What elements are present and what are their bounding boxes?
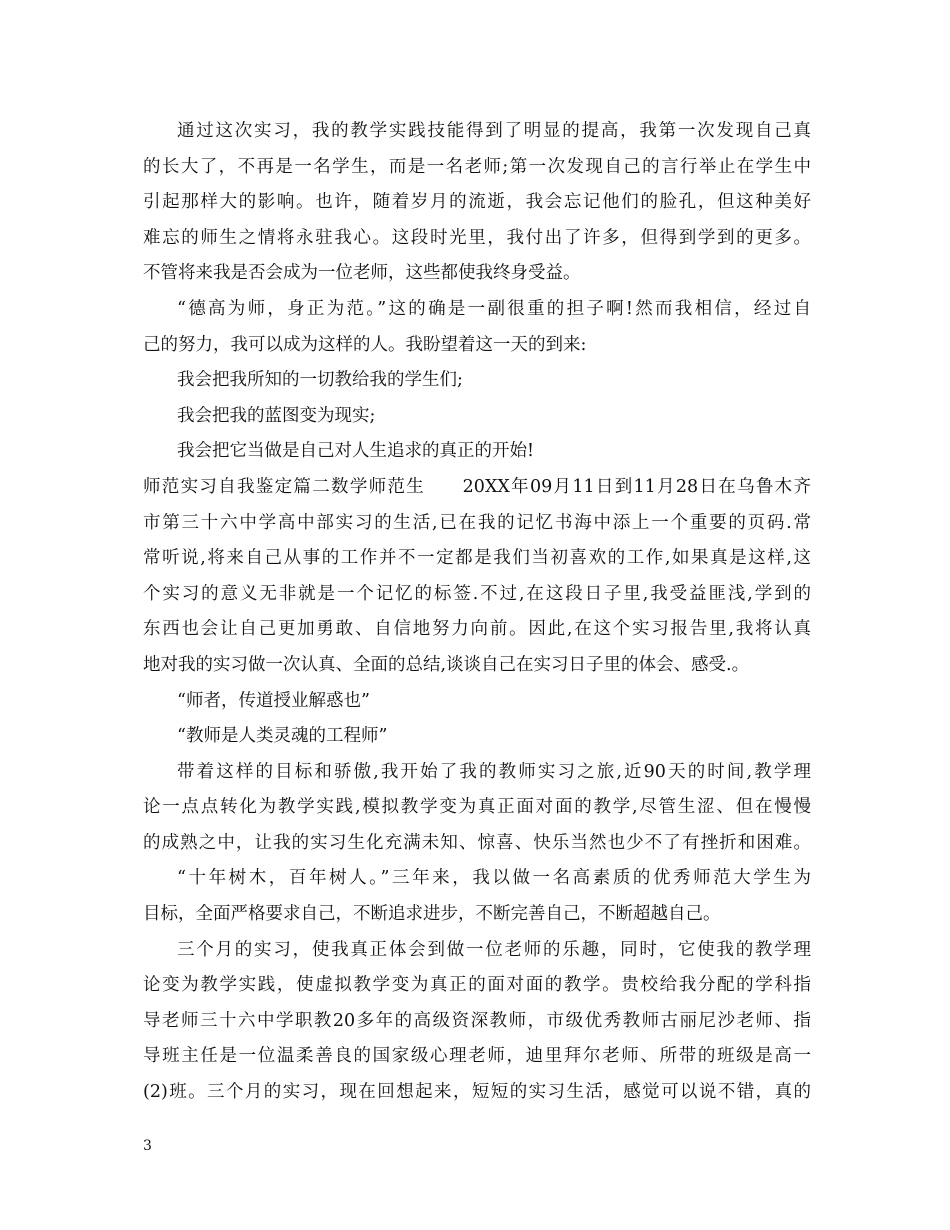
text-line: 论一点点转化为教学实践,模拟教学变为真正面对面的教学,尽管生涩、但在慢慢	[143, 797, 811, 818]
text-line: (2)班。三个月的实习，现在回想起来，短短的实习生活，感觉可以说不错，真的	[143, 1082, 811, 1103]
text-line: 通过这次实习，我的教学实践技能得到了明显的提高，我第一次发现自己真	[177, 121, 811, 141]
text-line: 己的努力，我可以成为这样的人。我盼望着这一天的到来:	[143, 334, 587, 355]
text-line: 常听说,将来自己从事的工作并不一定都是我们当初喜欢的工作,如果真是这样,这	[143, 548, 811, 569]
text-line: 我会把它当做是自己对人生追求的真正的开始!	[177, 441, 535, 462]
text-line: 的长大了，不再是一名学生，而是一名老师;第一次发现自己的言行举止在学生中	[143, 156, 811, 177]
text-line: 导老师三十六中学职教20多年的高级资深教师，市级优秀教师古丽尼沙老师、指	[143, 1010, 811, 1031]
text-line: 地对我的实习做一次认真、全面的总结,谈谈自己在实习日子里的体会、感受.。	[143, 654, 750, 675]
text-line: 引起那样大的影响。也许，随着岁月的流逝，我会忘记他们的脸孔，但这种美好	[143, 192, 811, 213]
text-line: “十年树木，百年树人。”三年来，我以做一名高素质的优秀师范大学生为	[177, 868, 811, 889]
text-line: 导班主任是一位温柔善良的国家级心理老师，迪里拜尔老师、所带的班级是高一	[143, 1046, 811, 1067]
text-line: 我会把我所知的一切教给我的学生们;	[177, 370, 463, 391]
text-line: 带着这样的目标和骄傲,我开始了我的教师实习之旅,近90天的时间,教学理	[177, 761, 811, 782]
text-line: 三个月的实习，使我真正体会到做一位老师的乐趣，同时，它使我的教学理	[177, 939, 811, 960]
text-line: “教师是人类灵魂的工程师”	[177, 726, 388, 747]
text-line: “德高为师，身正为范。”这的确是一副很重的担子啊!然而我相信，经过自	[177, 298, 811, 319]
text-line: 个实习的意义无非就是一个记忆的标签.不过,在这段日子里,我受益匪浅,学到的	[143, 583, 811, 604]
text-line: 我会把我的蓝图变为现实;	[177, 405, 376, 426]
text-line: 难忘的师生之情将永驻我心。这段时光里，我付出了许多，但得到学到的更多。	[143, 227, 811, 248]
text-line: “师者，传道授业解惑也”	[177, 690, 370, 711]
text-line: 论变为教学实践，使虚拟教学变为真正的面对面的教学。贵校给我分配的学科指	[143, 975, 811, 996]
text-line: 市第三十六中学高中部实习的生活,已在我的记忆书海中添上一个重要的页码.常	[143, 512, 811, 533]
page-number: 3	[143, 1138, 152, 1154]
text-line: 不管将来我是否会成为一位老师，这些都使我终身受益。	[143, 263, 581, 284]
text-line: 目标，全面严格要求自己，不断追求进步，不断完善自己，不断超越自己。	[143, 904, 721, 925]
body-text	[143, 114, 811, 1111]
text-line: 的成熟之中，让我的实习生化充满未知、惊喜、快乐当然也少不了有挫折和困难。	[143, 832, 811, 853]
text-line: 师范实习自我鉴定篇二数学师范生 20XX年09月11日到11月28日在乌鲁木齐	[143, 476, 811, 497]
text-line: 东西也会让自己更加勇敢、自信地努力向前。因此,在这个实习报告里,我将认真	[143, 619, 811, 640]
